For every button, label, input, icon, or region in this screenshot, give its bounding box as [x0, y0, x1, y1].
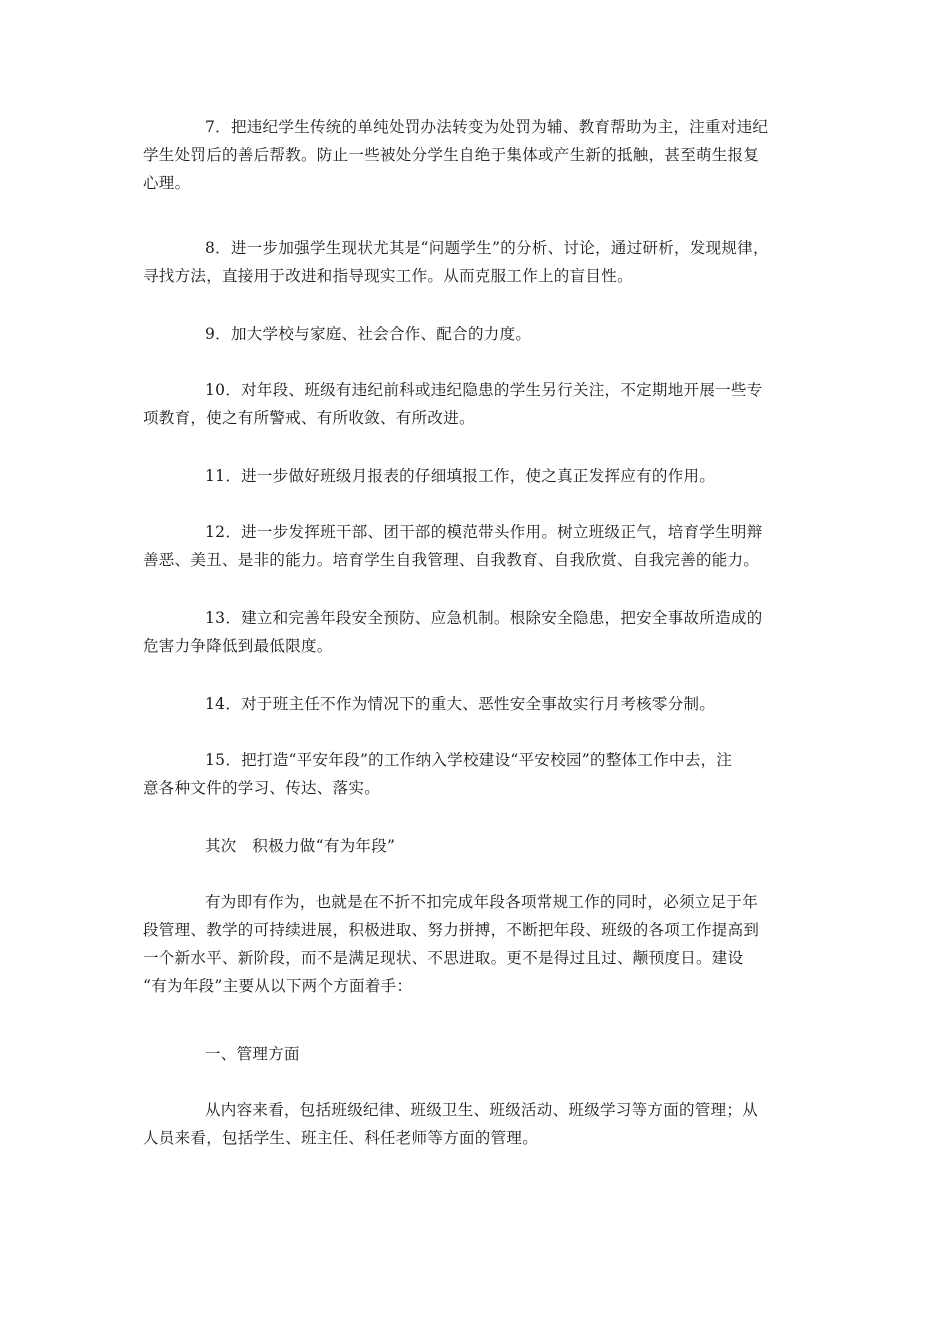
- paragraph-item-9: [143, 320, 813, 348]
- text-line: 寻找方法，直接用于改进和指导现实工作。从而克服工作上的盲目性。: [143, 267, 633, 285]
- text-line: 10．对年段、班级有违纪前科或违纪隐患的学生另行关注，不定期地开展一些专: [205, 381, 763, 399]
- text-line: 8．进一步加强学生现状尤其是“问题学生”的分析、讨论，通过研析，发现规律，: [205, 239, 769, 257]
- text-line: 15．把打造“平安年段”的工作纳入学校建设“平安校园”的整体工作中去，注: [205, 751, 733, 769]
- paragraph-item-11: [143, 462, 813, 490]
- text-line: 危害力争降低到最低限度。: [143, 637, 333, 655]
- text-line: 段管理、教学的可持续进展，积极进取、努力拼搏，不断把年段、班级的各项工作提高到: [143, 921, 760, 939]
- text-line: 12．进一步发挥班干部、团干部的模范带头作用。树立班级正气，培育学生明辩: [205, 523, 763, 541]
- text-line: 心理。: [143, 174, 191, 192]
- text-line: 从内容来看，包括班级纪律、班级卫生、班级活动、班级学习等方面的管理；从: [205, 1101, 759, 1119]
- text-line: 14．对于班主任不作为情况下的重大、恶性安全事故实行月考核零分制。: [205, 695, 716, 713]
- text-line: 其次 积极力做“有为年段”: [205, 837, 396, 855]
- text-line: 13．建立和完善年段安全预防、应急机制。根除安全隐患，把安全事故所造成的: [205, 609, 763, 627]
- text-line: 学生处罚后的善后帮教。防止一些被处分学生自绝于集体或产生新的抵触，甚至萌生报复: [143, 146, 760, 164]
- paragraph-item-14: [143, 690, 813, 718]
- paragraph-intro: [143, 888, 813, 1000]
- subsection-heading: [143, 1040, 813, 1068]
- text-line: 7．把违纪学生传统的单纯处罚办法转变为处罚为辅、教育帮助为主，注重对违纪: [205, 118, 769, 136]
- text-line: 有为即有作为，也就是在不折不扣完成年段各项常规工作的同时，必须立足于年: [205, 893, 759, 911]
- paragraph-item-15: [143, 746, 813, 802]
- text-line: 善恶、美丑、是非的能力。培育学生自我管理、自我教育、自我欣赏、自我完善的能力。: [143, 551, 760, 569]
- text-line: 9．加大学校与家庭、社会合作、配合的力度。: [205, 325, 532, 343]
- paragraph-management: [143, 1096, 813, 1152]
- text-line: 项教育，使之有所警戒、有所收敛、有所改进。: [143, 409, 475, 427]
- text-line: 人员来看，包括学生、班主任、科任老师等方面的管理。: [143, 1129, 539, 1147]
- text-line: 11．进一步做好班级月报表的仔细填报工作，使之真正发挥应有的作用。: [205, 467, 716, 485]
- paragraph-item-10: [143, 376, 813, 432]
- paragraph-item-8: [143, 234, 813, 290]
- paragraph-item-12: [143, 518, 813, 574]
- paragraph-item-7: [143, 113, 813, 197]
- text-line: “有为年段”主要从以下两个方面着手：: [143, 977, 413, 995]
- text-line: 一个新水平、新阶段，而不是满足现状、不思进取。更不是得过且过、颟顸度日。建设: [143, 949, 744, 967]
- text-line: 一、管理方面: [205, 1045, 300, 1063]
- paragraph-item-13: [143, 604, 813, 660]
- text-line: 意各种文件的学习、传达、落实。: [143, 779, 381, 797]
- section-heading: [143, 832, 813, 860]
